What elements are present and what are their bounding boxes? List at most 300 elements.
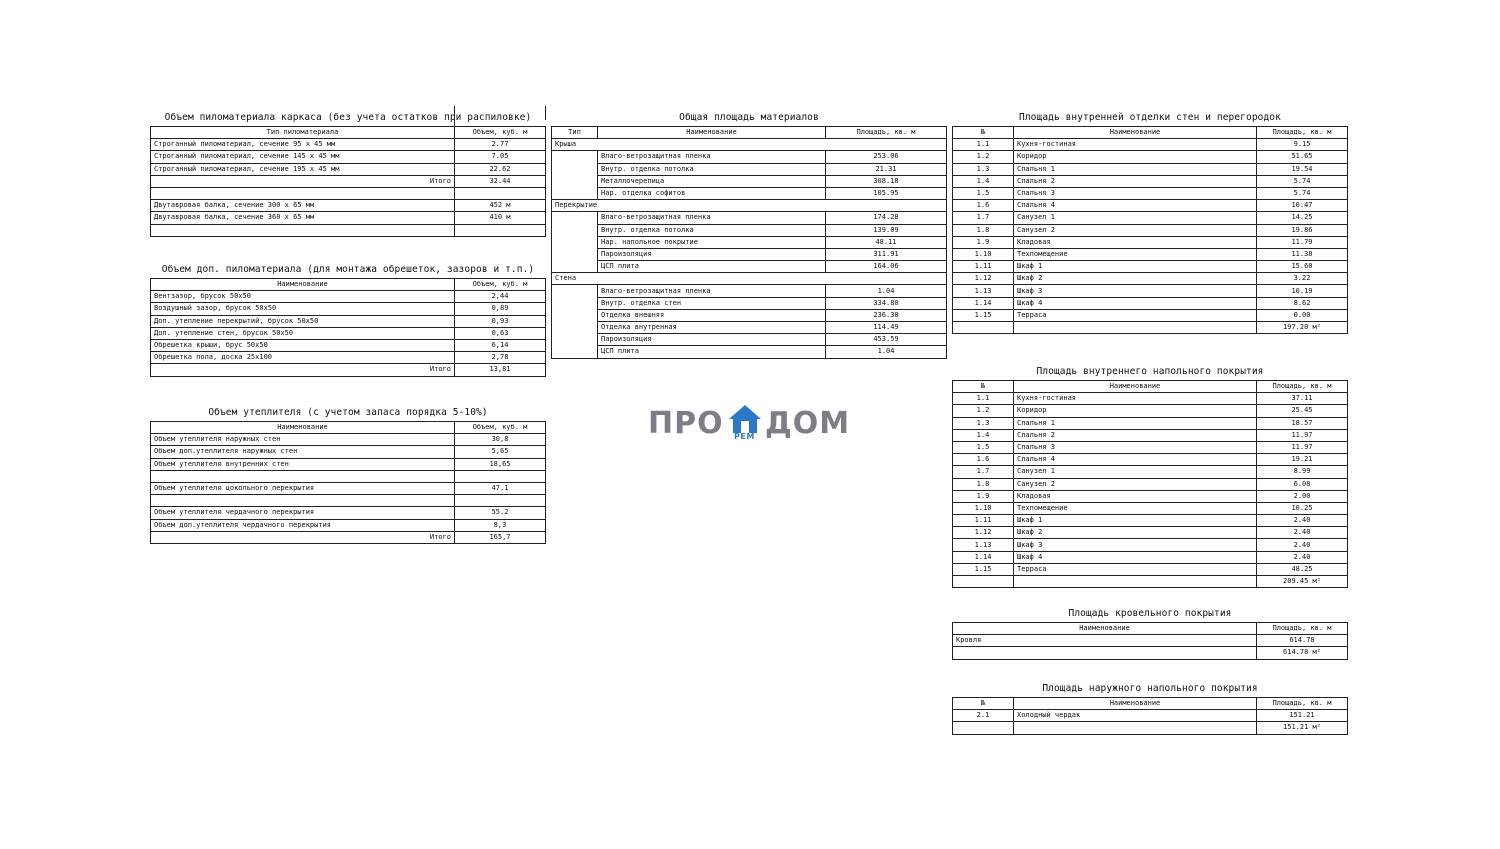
table-cell: 1.10 bbox=[953, 248, 1014, 260]
insulation-table bbox=[150, 421, 546, 544]
table-cell: Шкаф 2 bbox=[1014, 273, 1257, 285]
table-cell: 209.45 м² bbox=[1257, 576, 1348, 588]
table-cell bbox=[953, 576, 1014, 588]
table-cell: 2.40 bbox=[1257, 527, 1348, 539]
table-cell: Итого bbox=[151, 531, 455, 543]
table-row bbox=[151, 303, 546, 315]
total-row bbox=[953, 322, 1348, 334]
table-cell: 37.11 bbox=[1257, 393, 1348, 405]
table-cell: 139.09 bbox=[826, 224, 947, 236]
table-cell: Внутр. отделка потолка bbox=[598, 224, 826, 236]
table-row bbox=[953, 441, 1348, 453]
frame-lumber-title: Объем пиломатериала каркаса (без учета остатков при распиловке) bbox=[164, 112, 532, 123]
table-cell: 114.49 bbox=[826, 322, 947, 334]
table-cell: 19.54 bbox=[1257, 163, 1348, 175]
frame-divider-line bbox=[545, 106, 546, 120]
table-row bbox=[953, 635, 1348, 647]
table-row bbox=[552, 175, 947, 187]
table-cell: Объем утеплителя наружных стен bbox=[151, 434, 455, 446]
table-cell: 308.18 bbox=[826, 175, 947, 187]
table-cell: Влаго-ветрозащитная пленка bbox=[598, 151, 826, 163]
table-cell bbox=[1014, 722, 1257, 734]
table-cell: Техпомещение bbox=[1014, 248, 1257, 260]
table-cell: 1.11 bbox=[953, 261, 1014, 273]
materials-table bbox=[551, 126, 947, 359]
table-cell: Спальня 3 bbox=[1014, 441, 1257, 453]
group-row bbox=[552, 273, 947, 285]
table-cell: 11.38 bbox=[1257, 248, 1348, 260]
table-cell: 18,65 bbox=[455, 458, 546, 470]
table-cell: 151.21 bbox=[1257, 710, 1348, 722]
table-cell: Двутавровая балка, сечение 300 х 65 мм bbox=[151, 200, 455, 212]
table-cell: 1.4 bbox=[953, 429, 1014, 441]
extra-lumber-table bbox=[150, 278, 546, 377]
outer-floor-title: Площадь наружного напольного покрытия bbox=[1042, 683, 1258, 694]
col-header: Площадь, кв. м bbox=[1257, 381, 1348, 393]
table-cell: Кладовая bbox=[1014, 236, 1257, 248]
table-cell: 32.44 bbox=[455, 175, 546, 187]
table-cell: 2.40 bbox=[1257, 539, 1348, 551]
table-row bbox=[151, 139, 546, 151]
table-cell: 15.60 bbox=[1257, 261, 1348, 273]
table-cell: Шкаф 1 bbox=[1014, 261, 1257, 273]
table-cell: 1.1 bbox=[953, 139, 1014, 151]
table-cell: 1.6 bbox=[953, 200, 1014, 212]
table-cell: 21.31 bbox=[826, 163, 947, 175]
insulation-title: Объем утеплителя (с учетом запаса порядка 5-10%) bbox=[208, 407, 488, 418]
table-cell: 1.7 bbox=[953, 212, 1014, 224]
table-cell: Объем доп.утеплителя наружных стен bbox=[151, 446, 455, 458]
table-row bbox=[953, 478, 1348, 490]
table-cell bbox=[552, 151, 598, 200]
table-cell: Санузел 1 bbox=[1014, 466, 1257, 478]
table-row bbox=[953, 175, 1348, 187]
table-cell: 614.78 bbox=[1257, 635, 1348, 647]
table-row bbox=[151, 151, 546, 163]
table-cell: Внутр. отделка стен bbox=[598, 297, 826, 309]
table-cell: 1.15 bbox=[953, 563, 1014, 575]
table-cell: 334.80 bbox=[826, 297, 947, 309]
empty-row bbox=[151, 187, 546, 199]
table-cell: Спальня 2 bbox=[1014, 175, 1257, 187]
roof-table bbox=[952, 622, 1348, 660]
roof-title: Площадь кровельного покрытия bbox=[1068, 608, 1232, 619]
table-cell: 1.14 bbox=[953, 297, 1014, 309]
table-cell: 1.5 bbox=[953, 187, 1014, 199]
table-row bbox=[151, 200, 546, 212]
table-cell: 48.25 bbox=[1257, 563, 1348, 575]
table-cell: Техпомещение bbox=[1014, 502, 1257, 514]
table-row bbox=[953, 309, 1348, 321]
table-cell: 2.00 bbox=[1257, 490, 1348, 502]
table-cell: Спальня 2 bbox=[1014, 429, 1257, 441]
empty-row bbox=[151, 224, 546, 236]
table-cell: Спальня 3 bbox=[1014, 187, 1257, 199]
col-header: № bbox=[953, 127, 1014, 139]
table-cell bbox=[151, 187, 455, 199]
table-row bbox=[151, 434, 546, 446]
table-row bbox=[953, 187, 1348, 199]
table-cell: 0.00 bbox=[1257, 309, 1348, 321]
table-cell: Санузел 1 bbox=[1014, 212, 1257, 224]
table-cell: 11.97 bbox=[1257, 429, 1348, 441]
table-cell: 236.30 bbox=[826, 309, 947, 321]
table-cell: 18.57 bbox=[1257, 417, 1348, 429]
table-cell: 0,63 bbox=[455, 327, 546, 339]
table-row bbox=[953, 163, 1348, 175]
table-cell: 47.1 bbox=[455, 482, 546, 494]
table-cell: Обрешетка крыши, брус 50х50 bbox=[151, 339, 455, 351]
table-cell bbox=[1014, 322, 1257, 334]
table-cell: Объем утеплителя внутренних стен bbox=[151, 458, 455, 470]
total-row bbox=[953, 647, 1348, 659]
table-cell: Отделка внешняя bbox=[598, 309, 826, 321]
table-cell: 1.15 bbox=[953, 309, 1014, 321]
table-cell: Стена bbox=[552, 273, 947, 285]
table-cell: Объем утеплителя цокольного перекрытия bbox=[151, 482, 455, 494]
table-cell: 9.15 bbox=[1257, 139, 1348, 151]
table-cell: 14.25 bbox=[1257, 212, 1348, 224]
table-row bbox=[953, 466, 1348, 478]
table-cell: 2.40 bbox=[1257, 515, 1348, 527]
table-cell bbox=[455, 470, 546, 482]
table-row bbox=[151, 446, 546, 458]
table-cell: 1.9 bbox=[953, 490, 1014, 502]
walls-table bbox=[952, 126, 1348, 334]
table-cell: 10.25 bbox=[1257, 502, 1348, 514]
table-cell: 5.74 bbox=[1257, 187, 1348, 199]
table-cell: 6,14 bbox=[455, 339, 546, 351]
table-cell: 614.78 м² bbox=[1257, 647, 1348, 659]
table-row bbox=[151, 519, 546, 531]
table-row bbox=[552, 187, 947, 199]
col-header: Наименование bbox=[151, 422, 455, 434]
table-cell: 1.7 bbox=[953, 466, 1014, 478]
table-cell bbox=[953, 722, 1014, 734]
table-row bbox=[552, 224, 947, 236]
table-cell: Пароизоляция bbox=[598, 334, 826, 346]
pro-dom-logo bbox=[648, 402, 850, 448]
table-cell: Санузел 2 bbox=[1014, 224, 1257, 236]
table-cell: Доп. утепление стен, брусок 50х50 bbox=[151, 327, 455, 339]
table-cell: 164.06 bbox=[826, 261, 947, 273]
table-row bbox=[953, 236, 1348, 248]
table-cell: 105.95 bbox=[826, 187, 947, 199]
col-header: Наименование bbox=[1014, 698, 1257, 710]
col-header: Площадь, кв. м bbox=[1257, 127, 1348, 139]
table-cell: 11.97 bbox=[1257, 441, 1348, 453]
table-cell bbox=[151, 224, 455, 236]
table-cell: 253.06 bbox=[826, 151, 947, 163]
table-cell: 174.28 bbox=[826, 212, 947, 224]
col-header: Площадь, кв. м bbox=[1257, 698, 1348, 710]
col-header: Объем, куб. м bbox=[455, 127, 546, 139]
table-cell: Шкаф 4 bbox=[1014, 551, 1257, 563]
table-row bbox=[151, 291, 546, 303]
table-row bbox=[151, 163, 546, 175]
table-row bbox=[552, 212, 947, 224]
table-cell: 10.47 bbox=[1257, 200, 1348, 212]
floor-table bbox=[952, 380, 1348, 588]
table-cell: Итого bbox=[151, 364, 455, 376]
table-cell: 19.21 bbox=[1257, 454, 1348, 466]
table-cell: 3.22 bbox=[1257, 273, 1348, 285]
table-cell: 10.19 bbox=[1257, 285, 1348, 297]
outer-floor-table bbox=[952, 697, 1348, 735]
materials-block bbox=[551, 110, 947, 359]
col-header: Тип пиломатериала bbox=[151, 127, 455, 139]
table-row bbox=[953, 563, 1348, 575]
frame-lumber-table bbox=[150, 126, 546, 237]
table-cell: Объем доп.утеплителя чердачного перекрытия bbox=[151, 519, 455, 531]
col-header: Наименование bbox=[953, 623, 1257, 635]
extra-lumber-block bbox=[150, 262, 546, 377]
table-cell: 1.8 bbox=[953, 224, 1014, 236]
table-cell: 8.99 bbox=[1257, 466, 1348, 478]
table-cell: 1.9 bbox=[953, 236, 1014, 248]
table-cell: 2,44 bbox=[455, 291, 546, 303]
table-cell: 8,3 bbox=[455, 519, 546, 531]
table-cell: Обрешетка пола, доска 25х100 bbox=[151, 352, 455, 364]
table-cell: 1.8 bbox=[953, 478, 1014, 490]
table-cell: Металлочерепица bbox=[598, 175, 826, 187]
col-header: Наименование bbox=[1014, 127, 1257, 139]
table-row bbox=[151, 495, 546, 507]
table-cell: 1.11 bbox=[953, 515, 1014, 527]
table-cell: Терраса bbox=[1014, 563, 1257, 575]
table-cell: Крыша bbox=[552, 139, 947, 151]
outer-floor-block bbox=[952, 681, 1348, 735]
table-cell: 2,78 bbox=[455, 352, 546, 364]
table-cell: Шкаф 2 bbox=[1014, 527, 1257, 539]
table-cell: Спальня 1 bbox=[1014, 163, 1257, 175]
table-cell: Холодный чердак bbox=[1014, 710, 1257, 722]
table-cell: 0,89 bbox=[455, 303, 546, 315]
table-cell bbox=[455, 187, 546, 199]
logo-left-text: ПРО bbox=[648, 406, 724, 441]
table-cell: 5.74 bbox=[1257, 175, 1348, 187]
table-row bbox=[953, 429, 1348, 441]
col-header: № bbox=[953, 381, 1014, 393]
table-cell: 1.1 bbox=[953, 393, 1014, 405]
table-cell: 7.05 bbox=[455, 151, 546, 163]
table-row bbox=[953, 515, 1348, 527]
table-row bbox=[151, 339, 546, 351]
walls-title: Площадь внутренней отделки стен и перегородок bbox=[1019, 112, 1281, 123]
materials-title: Общая площадь материалов bbox=[679, 112, 819, 123]
table-cell: 1.3 bbox=[953, 417, 1014, 429]
table-cell: Итого bbox=[151, 175, 455, 187]
table-cell bbox=[953, 647, 1257, 659]
table-cell: 2.40 bbox=[1257, 551, 1348, 563]
table-cell: ЦСП плита bbox=[598, 261, 826, 273]
table-cell: Внутр. отделка потолка bbox=[598, 163, 826, 175]
logo-sub-text: РЕМ bbox=[734, 432, 755, 441]
table-cell: 1.13 bbox=[953, 539, 1014, 551]
table-cell: ЦСП плита bbox=[598, 346, 826, 358]
table-cell: 48.11 bbox=[826, 236, 947, 248]
table-cell: 5,65 bbox=[455, 446, 546, 458]
table-row bbox=[953, 539, 1348, 551]
col-header: Наименование bbox=[151, 279, 455, 291]
table-cell: 1.10 bbox=[953, 502, 1014, 514]
table-cell bbox=[1014, 576, 1257, 588]
col-header: Площадь, кв. м bbox=[826, 127, 947, 139]
table-cell: 1.13 bbox=[953, 285, 1014, 297]
table-cell: Спальня 1 bbox=[1014, 417, 1257, 429]
table-cell: 1.2 bbox=[953, 151, 1014, 163]
table-cell: Двутавровая балка, сечение 360 х 65 мм bbox=[151, 212, 455, 224]
frame-lumber-block bbox=[150, 110, 546, 237]
table-cell: Кухня-гостиная bbox=[1014, 393, 1257, 405]
table-cell: Санузел 2 bbox=[1014, 478, 1257, 490]
table-row bbox=[953, 417, 1348, 429]
table-row bbox=[953, 393, 1348, 405]
table-cell: 1.6 bbox=[953, 454, 1014, 466]
table-cell: 197.20 м² bbox=[1257, 322, 1348, 334]
table-cell: Вентзазор, брусок 50х50 bbox=[151, 291, 455, 303]
table-cell: Нар. отделка софитов bbox=[598, 187, 826, 199]
table-cell: Строганный пиломатериал, сечение 95 х 45 мм bbox=[151, 139, 455, 151]
table-row bbox=[953, 285, 1348, 297]
table-cell: 1.04 bbox=[826, 346, 947, 358]
table-row bbox=[953, 297, 1348, 309]
table-row bbox=[552, 248, 947, 260]
table-cell: 1.3 bbox=[953, 163, 1014, 175]
table-cell: Воздушный зазор, брусок 50х50 bbox=[151, 303, 455, 315]
table-cell: Перекрытие bbox=[552, 200, 947, 212]
table-cell: Влаго-ветрозащитная пленка bbox=[598, 285, 826, 297]
table-row bbox=[151, 352, 546, 364]
table-cell: 1.12 bbox=[953, 273, 1014, 285]
table-cell: Терраса bbox=[1014, 309, 1257, 321]
table-cell: 165,7 bbox=[455, 531, 546, 543]
table-row bbox=[552, 297, 947, 309]
table-cell: 13,81 bbox=[455, 364, 546, 376]
table-row bbox=[552, 163, 947, 175]
table-cell: 151.21 м² bbox=[1257, 722, 1348, 734]
table-row bbox=[151, 482, 546, 494]
table-cell bbox=[151, 470, 455, 482]
table-row bbox=[953, 502, 1348, 514]
table-row bbox=[151, 470, 546, 482]
table-cell: Коридор bbox=[1014, 405, 1257, 417]
table-row bbox=[953, 527, 1348, 539]
table-cell: 1.2 bbox=[953, 405, 1014, 417]
table-cell: Шкаф 1 bbox=[1014, 515, 1257, 527]
group-row bbox=[552, 200, 947, 212]
table-cell: Доп. утепление перекрытий, брусок 50х50 bbox=[151, 315, 455, 327]
table-row bbox=[953, 261, 1348, 273]
table-cell bbox=[151, 495, 455, 507]
table-cell: Кладовая bbox=[1014, 490, 1257, 502]
table-row bbox=[953, 139, 1348, 151]
table-row bbox=[552, 151, 947, 163]
table-row bbox=[151, 315, 546, 327]
table-row bbox=[953, 405, 1348, 417]
group-row bbox=[552, 139, 947, 151]
table-cell: Шкаф 3 bbox=[1014, 539, 1257, 551]
total-row bbox=[151, 531, 546, 543]
table-cell bbox=[455, 495, 546, 507]
table-row bbox=[151, 212, 546, 224]
table-row bbox=[151, 327, 546, 339]
table-cell: Коридор bbox=[1014, 151, 1257, 163]
table-row bbox=[552, 236, 947, 248]
floor-title: Площадь внутреннего напольного покрытия bbox=[1036, 366, 1264, 377]
table-cell: Строганный пиломатериал, сечение 195 х 45 мм bbox=[151, 163, 455, 175]
table-row bbox=[552, 309, 947, 321]
insulation-block bbox=[150, 405, 546, 544]
table-cell: 2.77 bbox=[455, 139, 546, 151]
table-cell: 410 м bbox=[455, 212, 546, 224]
col-header: Наименование bbox=[598, 127, 826, 139]
table-cell: 2.1 bbox=[953, 710, 1014, 722]
total-row bbox=[953, 576, 1348, 588]
walls-block bbox=[952, 110, 1348, 334]
table-row bbox=[953, 151, 1348, 163]
table-cell: 452 м bbox=[455, 200, 546, 212]
table-cell bbox=[552, 212, 598, 273]
table-cell: 30,8 bbox=[455, 434, 546, 446]
table-row bbox=[953, 710, 1348, 722]
table-row bbox=[552, 261, 947, 273]
table-cell: Кровля bbox=[953, 635, 1257, 647]
roof-block bbox=[952, 606, 1348, 660]
table-cell: 19.86 bbox=[1257, 224, 1348, 236]
table-cell: 11.79 bbox=[1257, 236, 1348, 248]
table-row bbox=[552, 334, 947, 346]
table-cell: Пароизоляция bbox=[598, 248, 826, 260]
logo-right-text: ДОМ bbox=[765, 406, 851, 441]
table-cell: 0,93 bbox=[455, 315, 546, 327]
table-cell: 6.08 bbox=[1257, 478, 1348, 490]
table-cell: 22.62 bbox=[455, 163, 546, 175]
table-cell: Объем утеплителя чердачного перекрытия bbox=[151, 507, 455, 519]
table-cell: Нар. напольное покрытие bbox=[598, 236, 826, 248]
frame-divider-line bbox=[454, 106, 455, 126]
table-cell: Шкаф 4 bbox=[1014, 297, 1257, 309]
table-cell: Спальня 4 bbox=[1014, 200, 1257, 212]
table-cell: Кухня-гостиная bbox=[1014, 139, 1257, 151]
total-row bbox=[953, 722, 1348, 734]
table-row bbox=[552, 285, 947, 297]
table-cell: 1.04 bbox=[826, 285, 947, 297]
table-cell: Строганный пиломатериал, сечение 145 х 45 мм bbox=[151, 151, 455, 163]
col-header: Наименование bbox=[1014, 381, 1257, 393]
table-row bbox=[552, 346, 947, 358]
table-cell bbox=[455, 224, 546, 236]
table-cell: Шкаф 3 bbox=[1014, 285, 1257, 297]
table-cell: 453.59 bbox=[826, 334, 947, 346]
table-cell: 311.91 bbox=[826, 248, 947, 260]
table-row bbox=[953, 551, 1348, 563]
table-row bbox=[953, 273, 1348, 285]
table-row bbox=[953, 490, 1348, 502]
col-header: Тип bbox=[552, 127, 598, 139]
table-row bbox=[953, 200, 1348, 212]
table-row bbox=[151, 507, 546, 519]
table-row bbox=[151, 458, 546, 470]
table-row bbox=[953, 248, 1348, 260]
table-cell: 55.2 bbox=[455, 507, 546, 519]
table-row bbox=[953, 454, 1348, 466]
table-cell: 8.62 bbox=[1257, 297, 1348, 309]
table-cell: 1.12 bbox=[953, 527, 1014, 539]
table-cell: Отделка внутренная bbox=[598, 322, 826, 334]
floor-block bbox=[952, 364, 1348, 588]
total-row bbox=[151, 175, 546, 187]
